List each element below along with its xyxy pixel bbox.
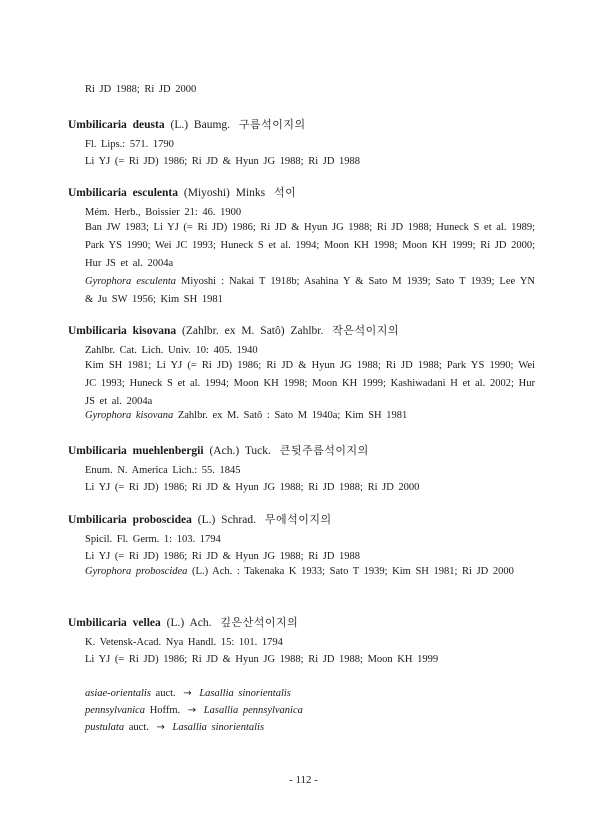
reference-list: Ban JW 1983; Li YJ (= Ri JD) 1986; Ri JD & Hyun JG 1988; Ri JD 1988; Huneck S et al. 1989; Park YS 1990; Wei JC 1993; Huneck S et al. 1994; Moon KH 1998; Moon KH 1999; Ri JD 2000; Hur JS et al. 2004a: [85, 222, 535, 269]
reference-list: Li YJ (= Ri JD) 1986; Ri JD & Hyun JG 1988; Ri JD 1988; Moon KH 1999: [85, 654, 439, 665]
korean-name: 석이: [274, 186, 297, 199]
species-heading: [68, 118, 306, 132]
cross-reference: [85, 687, 291, 700]
species-epithet: proboscidea: [132, 514, 192, 526]
cross-ref-author: auct.: [155, 688, 176, 699]
species-author: (Ach.) Tuck.: [209, 445, 271, 457]
genus-name: Umbilicaria: [68, 445, 127, 457]
synonym-references: (L.) Ach. : Takenaka K 1933; Sato T 1939; Kim SH 1981; Ri JD 2000: [187, 566, 514, 577]
publication-citation: K. Vetensk-Acad. Nya Handl. 15: 101. 1794: [85, 637, 283, 648]
species-heading: [68, 513, 332, 527]
cross-reference: [85, 704, 303, 717]
page-number: - 112 -: [289, 774, 318, 786]
synonym-references: Zahlbr. ex M. Satô : Sato M 1940a; Kim SH 1981: [173, 410, 408, 421]
synonym-references: Miyoshi : Nakai T 1918b; Asahina Y & Sato M 1939; Sato T 1939; Lee YN & Ju SW 1956; Kim SH 1981: [85, 276, 536, 305]
synonym-name: Gyrophora esculenta: [85, 276, 176, 287]
korean-name: 큰뒷주름석이지의: [279, 444, 369, 457]
species-heading: [68, 186, 296, 200]
species-epithet: vellea: [132, 617, 161, 629]
species-author: (Miyoshi) Minks: [183, 187, 266, 199]
cross-ref-author: auct.: [128, 722, 149, 733]
korean-name: 깊은산석이지의: [220, 616, 299, 629]
synonym-name: Gyrophora kisovana: [85, 410, 174, 421]
arrow-right-icon: →: [187, 705, 197, 716]
species-heading: [68, 616, 298, 630]
reference-list: Kim SH 1981; Li YJ (= Ri JD) 1986; Ri JD & Hyun JG 1988; Ri JD 1988; Park YS 1990; Wei JC 1993; Huneck S et al. 1994; Moon KH 1998; Moon KH 1999; Kashiwadani H et al. 2002; Hur JS et al. 2004a: [85, 360, 535, 407]
synonym-name: Gyrophora proboscidea: [85, 566, 188, 577]
genus-name: Umbilicaria: [68, 617, 127, 629]
synonym-line: [85, 563, 535, 581]
reference-list: Li YJ (= Ri JD) 1986; Ri JD & Hyun JG 1988; Ri JD 1988: [85, 156, 361, 167]
species-heading: [68, 444, 369, 458]
species-epithet: esculenta: [132, 187, 179, 199]
species-epithet: kisovana: [132, 325, 177, 337]
cross-ref-name: pennsylvanica: [85, 705, 146, 716]
cross-ref-name: pustulata: [85, 722, 125, 733]
species-author: (L.) Ach.: [166, 617, 212, 629]
korean-name: 무에석이지의: [264, 513, 332, 526]
korean-name: 구름석이지의: [238, 118, 306, 131]
continued-references: Ri JD 1988; Ri JD 2000: [85, 84, 197, 95]
genus-name: Umbilicaria: [68, 119, 127, 131]
cross-ref-target: Lasallia pennsylvanica: [203, 705, 303, 716]
synonym-line: [85, 273, 535, 309]
publication-citation: Spicil. Fl. Germ. 1: 103. 1794: [85, 534, 221, 545]
arrow-right-icon: →: [183, 688, 192, 699]
reference-list: Li YJ (= Ri JD) 1986; Ri JD & Hyun JG 1988; Ri JD 1988: [85, 551, 361, 562]
cross-ref-target: Lasallia sinorientalis: [172, 722, 265, 733]
korean-name: 작은석이지의: [332, 324, 399, 337]
arrow-right-icon: →: [156, 722, 165, 733]
publication-citation: Zahlbr. Cat. Lich. Univ. 10: 405. 1940: [85, 345, 258, 356]
publication-citation: Enum. N. America Lich.: 55. 1845: [85, 465, 241, 476]
publication-citation: Mém. Herb., Boissier 21: 46. 1900: [85, 207, 242, 218]
cross-ref-name: asiae-orientalis: [85, 688, 151, 699]
synonym-line: [85, 409, 407, 422]
reference-list: Li YJ (= Ri JD) 1986; Ri JD & Hyun JG 1988; Ri JD 1988; Ri JD 2000: [85, 482, 420, 493]
genus-name: Umbilicaria: [68, 187, 127, 199]
genus-name: Umbilicaria: [68, 325, 127, 337]
publication-citation: Fl. Lips.: 571. 1790: [85, 139, 174, 150]
species-author: (L.) Baumg.: [170, 119, 231, 131]
species-epithet: deusta: [132, 119, 165, 131]
cross-reference: [85, 721, 264, 734]
species-epithet: muehlenbergii: [132, 445, 204, 457]
cross-ref-target: Lasallia sinorientalis: [199, 688, 291, 699]
cross-ref-author: Hoffm.: [149, 705, 181, 716]
genus-name: Umbilicaria: [68, 514, 127, 526]
species-heading: [68, 324, 399, 338]
species-author: (Zahlbr. ex M. Satô) Zahlbr.: [182, 325, 324, 337]
species-author: (L.) Schrad.: [197, 514, 256, 526]
